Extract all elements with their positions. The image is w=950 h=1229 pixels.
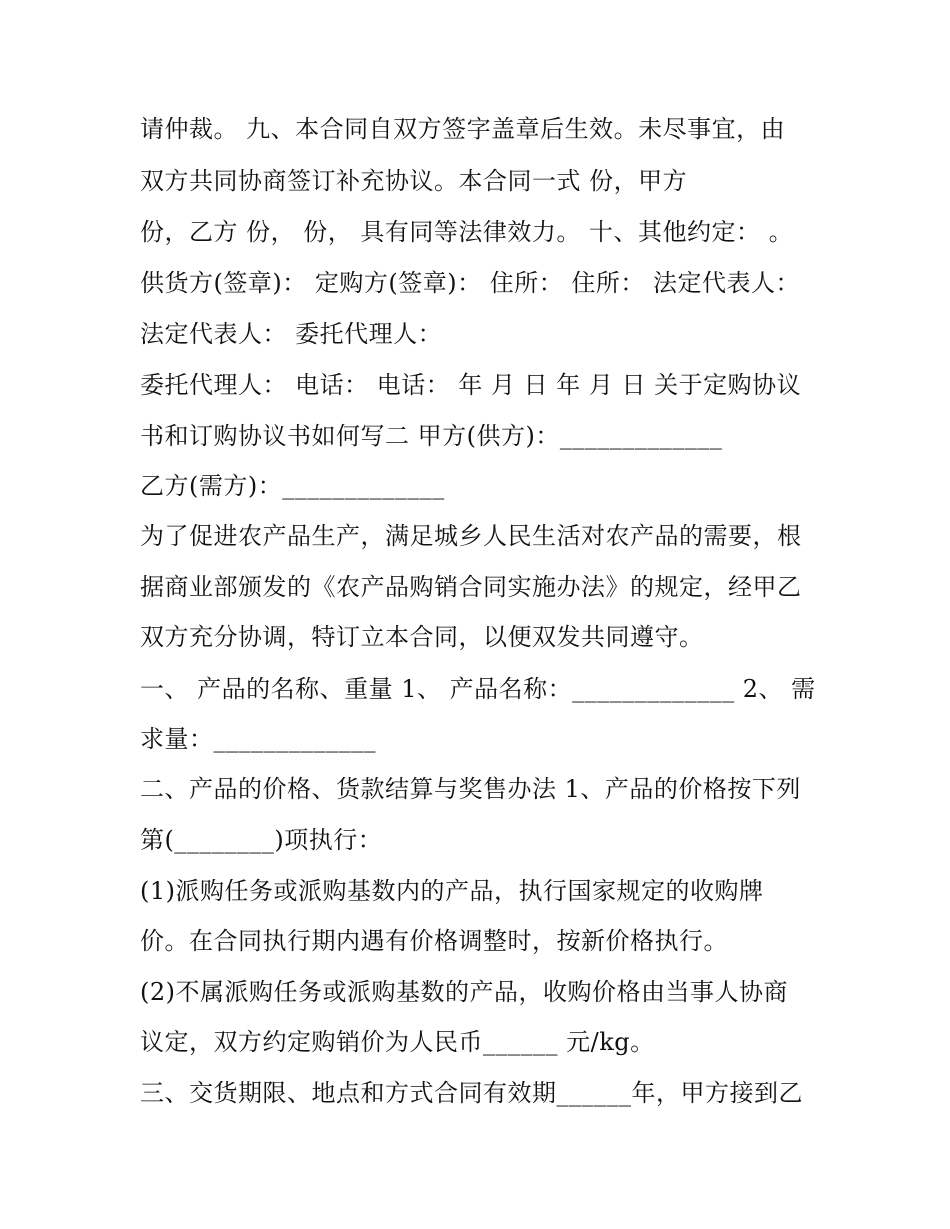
text-line: 委托代理人： 电话： 电话： 年 月 日 年 月 日 关于定购协议: [140, 371, 802, 399]
text-line: 二、产品的价格、货款结算与奖售办法 1、产品的价格按下列: [140, 775, 801, 803]
text-line: 法定代表人： 委托代理人：: [140, 320, 443, 348]
text-line: (1)派购任务或派购基数内的产品，执行国家规定的收购牌: [140, 877, 764, 905]
text-line: 双方共同协商签订补充协议。本合同一式 份，甲方: [140, 167, 688, 195]
text-line: 第(________)项执行：: [140, 826, 383, 854]
text-line: 双方充分协调，特订立本合同，以便双发共同遵守。: [140, 623, 704, 651]
text-line: 价。在合同执行期内遇有价格调整时，按新价格执行。: [140, 927, 728, 955]
text-line: 求量：_____________: [140, 725, 376, 753]
text-line: 乙方(需方)：_____________: [140, 472, 445, 500]
text-line: 一、 产品的名称、重量 1、 产品名称：_____________ 2、 需: [140, 675, 816, 703]
text-line: 据商业部颁发的《农产品购销合同实施办法》的规定，经甲乙: [140, 573, 802, 601]
text-line: 书和订购协议书如何写二 甲方(供方)：_____________: [140, 422, 723, 450]
text-line: 议定，双方约定购销价为人民币______ 元/kg。: [140, 1028, 655, 1056]
text-line: 供货方(签章)： 定购方(签章)： 住所： 住所： 法定代表人：: [140, 269, 800, 297]
text-line: 三、交货期限、地点和方式合同有效期______年，甲方接到乙: [140, 1079, 803, 1107]
text-line: 为了促进农产品生产，满足城乡人民生活对农产品的需要，根: [140, 522, 802, 550]
text-line: 请仲裁。 九、本合同自双方签字盖章后生效。未尽事宜，由: [140, 115, 786, 143]
text-line: 份，乙方 份， 份， 具有同等法律效力。 十、其他约定： 。: [140, 218, 794, 246]
text-line: (2)不属派购任务或派购基数的产品，收购价格由当事人协商: [140, 978, 788, 1006]
